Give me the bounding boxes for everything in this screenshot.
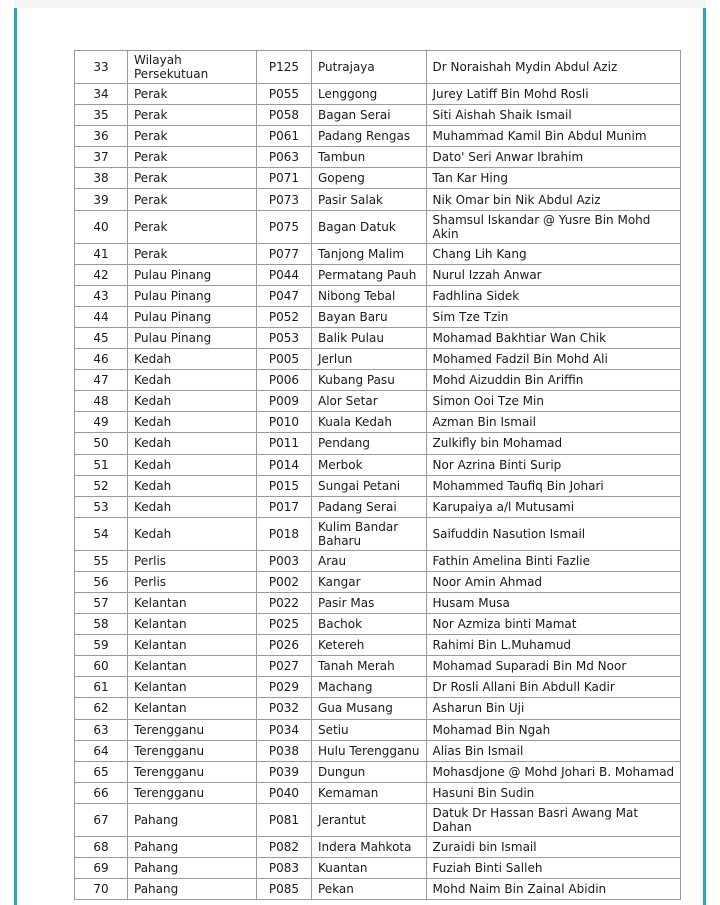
row-number-cell: 42 xyxy=(75,264,128,285)
constituency-name-cell: Dungun xyxy=(312,761,427,782)
constituency-code-cell: P015 xyxy=(257,475,312,496)
constituency-name-cell: Alor Setar xyxy=(312,391,427,412)
candidate-name-cell: Dato' Seri Anwar Ibrahim xyxy=(426,147,681,168)
table-row xyxy=(75,677,681,698)
state-cell: Kelantan xyxy=(128,656,257,677)
state-cell: Kedah xyxy=(128,391,257,412)
constituency-code-cell: P085 xyxy=(257,879,312,900)
table-row xyxy=(75,592,681,613)
state-cell: Pulau Pinang xyxy=(128,327,257,348)
candidate-name-cell: Karupaiya a/l Mutusami xyxy=(426,496,681,517)
constituency-code-cell: P055 xyxy=(257,84,312,105)
table-row xyxy=(75,614,681,635)
constituency-name-cell: Padang Serai xyxy=(312,496,427,517)
row-number-cell: 68 xyxy=(75,836,128,857)
candidate-name-cell: Sim Tze Tzin xyxy=(426,306,681,327)
constituency-name-cell: Bagan Serai xyxy=(312,105,427,126)
row-number-cell: 62 xyxy=(75,698,128,719)
constituency-name-cell: Balik Pulau xyxy=(312,327,427,348)
constituency-code-cell: P063 xyxy=(257,147,312,168)
table-row xyxy=(75,782,681,803)
constituency-code-cell: P044 xyxy=(257,264,312,285)
candidate-name-cell: Alias Bin Ismail xyxy=(426,740,681,761)
candidate-name-cell: Shamsul Iskandar @ Yusre Bin Mohd Akin xyxy=(426,210,681,243)
state-cell: Kedah xyxy=(128,517,257,550)
constituency-code-cell: P038 xyxy=(257,740,312,761)
table-row xyxy=(75,349,681,370)
constituency-code-cell: P047 xyxy=(257,285,312,306)
candidate-name-cell: Simon Ooi Tze Min xyxy=(426,391,681,412)
constituency-code-cell: P075 xyxy=(257,210,312,243)
candidate-name-cell: Mohamad Suparadi Bin Md Noor xyxy=(426,656,681,677)
table-row xyxy=(75,571,681,592)
constituency-name-cell: Tanjong Malim xyxy=(312,243,427,264)
constituency-name-cell: Sungai Petani xyxy=(312,475,427,496)
table-row xyxy=(75,879,681,900)
state-cell: Kelantan xyxy=(128,614,257,635)
table-row xyxy=(75,51,681,84)
constituency-code-cell: P034 xyxy=(257,719,312,740)
row-number-cell: 50 xyxy=(75,433,128,454)
row-number-cell: 69 xyxy=(75,858,128,879)
constituency-code-cell: P058 xyxy=(257,105,312,126)
row-number-cell: 44 xyxy=(75,306,128,327)
table-row xyxy=(75,370,681,391)
top-frame-strip xyxy=(14,0,706,8)
constituency-code-cell: P025 xyxy=(257,614,312,635)
constituency-name-cell: Gopeng xyxy=(312,168,427,189)
table-row xyxy=(75,719,681,740)
candidate-name-cell: Mohammed Taufiq Bin Johari xyxy=(426,475,681,496)
table-row xyxy=(75,306,681,327)
constituency-code-cell: P003 xyxy=(257,550,312,571)
state-cell: Terengganu xyxy=(128,761,257,782)
candidate-name-cell: Zuraidi bin Ismail xyxy=(426,836,681,857)
state-cell: Terengganu xyxy=(128,740,257,761)
state-cell: Terengganu xyxy=(128,782,257,803)
candidate-table-body xyxy=(75,51,681,900)
constituency-code-cell: P022 xyxy=(257,592,312,613)
candidate-name-cell: Fuziah Binti Salleh xyxy=(426,858,681,879)
table-row xyxy=(75,189,681,210)
constituency-name-cell: Merbok xyxy=(312,454,427,475)
table-row xyxy=(75,635,681,656)
constituency-name-cell: Padang Rengas xyxy=(312,126,427,147)
table-row xyxy=(75,740,681,761)
state-cell: Perak xyxy=(128,84,257,105)
candidate-name-cell: Nurul Izzah Anwar xyxy=(426,264,681,285)
constituency-name-cell: Arau xyxy=(312,550,427,571)
constituency-code-cell: P005 xyxy=(257,349,312,370)
constituency-name-cell: Tanah Merah xyxy=(312,656,427,677)
state-cell: Kedah xyxy=(128,433,257,454)
constituency-code-cell: P083 xyxy=(257,858,312,879)
state-cell: Kelantan xyxy=(128,698,257,719)
constituency-code-cell: P081 xyxy=(257,803,312,836)
row-number-cell: 59 xyxy=(75,635,128,656)
constituency-code-cell: P006 xyxy=(257,370,312,391)
candidate-name-cell: Azman Bin Ismail xyxy=(426,412,681,433)
row-number-cell: 66 xyxy=(75,782,128,803)
candidate-name-cell: Datuk Dr Hassan Basri Awang Mat Dahan xyxy=(426,803,681,836)
candidate-name-cell: Nor Azrina Binti Surip xyxy=(426,454,681,475)
row-number-cell: 34 xyxy=(75,84,128,105)
table-row xyxy=(75,803,681,836)
table-row xyxy=(75,698,681,719)
state-cell: Perak xyxy=(128,168,257,189)
constituency-name-cell: Jerlun xyxy=(312,349,427,370)
row-number-cell: 60 xyxy=(75,656,128,677)
constituency-code-cell: P014 xyxy=(257,454,312,475)
candidate-name-cell: Fathin Amelina Binti Fazlie xyxy=(426,550,681,571)
constituency-code-cell: P009 xyxy=(257,391,312,412)
constituency-code-cell: P125 xyxy=(257,51,312,84)
row-number-cell: 51 xyxy=(75,454,128,475)
table-row xyxy=(75,243,681,264)
constituency-name-cell: Kulim Bandar Baharu xyxy=(312,517,427,550)
constituency-name-cell: Putrajaya xyxy=(312,51,427,84)
constituency-name-cell: Kuantan xyxy=(312,858,427,879)
candidate-name-cell: Tan Kar Hing xyxy=(426,168,681,189)
constituency-name-cell: Tambun xyxy=(312,147,427,168)
row-number-cell: 43 xyxy=(75,285,128,306)
state-cell: Kelantan xyxy=(128,677,257,698)
state-cell: Perak xyxy=(128,126,257,147)
candidate-name-cell: Mohd Naim Bin Zainal Abidin xyxy=(426,879,681,900)
row-number-cell: 40 xyxy=(75,210,128,243)
constituency-code-cell: P077 xyxy=(257,243,312,264)
table-row xyxy=(75,836,681,857)
row-number-cell: 58 xyxy=(75,614,128,635)
candidate-name-cell: Muhammad Kamil Bin Abdul Munim xyxy=(426,126,681,147)
constituency-name-cell: Kemaman xyxy=(312,782,427,803)
constituency-code-cell: P017 xyxy=(257,496,312,517)
state-cell: Perak xyxy=(128,243,257,264)
state-cell: Kedah xyxy=(128,349,257,370)
state-cell: Perak xyxy=(128,105,257,126)
table-row xyxy=(75,210,681,243)
table-row xyxy=(75,327,681,348)
candidate-name-cell: Husam Musa xyxy=(426,592,681,613)
table-row xyxy=(75,391,681,412)
candidate-table xyxy=(74,50,681,900)
constituency-name-cell: Kuala Kedah xyxy=(312,412,427,433)
constituency-name-cell: Jerantut xyxy=(312,803,427,836)
table-row xyxy=(75,285,681,306)
row-number-cell: 64 xyxy=(75,740,128,761)
row-number-cell: 37 xyxy=(75,147,128,168)
candidate-name-cell: Dr Noraishah Mydin Abdul Aziz xyxy=(426,51,681,84)
constituency-name-cell: Setiu xyxy=(312,719,427,740)
table-row xyxy=(75,147,681,168)
candidate-name-cell: Nik Omar bin Nik Abdul Aziz xyxy=(426,189,681,210)
constituency-code-cell: P029 xyxy=(257,677,312,698)
row-number-cell: 70 xyxy=(75,879,128,900)
state-cell: Pahang xyxy=(128,803,257,836)
row-number-cell: 49 xyxy=(75,412,128,433)
row-number-cell: 45 xyxy=(75,327,128,348)
state-cell: Kelantan xyxy=(128,592,257,613)
constituency-name-cell: Kubang Pasu xyxy=(312,370,427,391)
constituency-name-cell: Nibong Tebal xyxy=(312,285,427,306)
candidate-name-cell: Siti Aishah Shaik Ismail xyxy=(426,105,681,126)
constituency-code-cell: P027 xyxy=(257,656,312,677)
left-frame-border xyxy=(0,0,17,905)
candidate-name-cell: Nor Azmiza binti Mamat xyxy=(426,614,681,635)
table-row xyxy=(75,168,681,189)
candidate-name-cell: Rahimi Bin L.Muhamud xyxy=(426,635,681,656)
row-number-cell: 61 xyxy=(75,677,128,698)
constituency-code-cell: P011 xyxy=(257,433,312,454)
row-number-cell: 54 xyxy=(75,517,128,550)
candidate-name-cell: Mohamed Fadzil Bin Mohd Ali xyxy=(426,349,681,370)
constituency-name-cell: Pasir Mas xyxy=(312,592,427,613)
row-number-cell: 55 xyxy=(75,550,128,571)
row-number-cell: 63 xyxy=(75,719,128,740)
table-row xyxy=(75,517,681,550)
constituency-code-cell: P002 xyxy=(257,571,312,592)
row-number-cell: 41 xyxy=(75,243,128,264)
constituency-code-cell: P082 xyxy=(257,836,312,857)
table-row xyxy=(75,264,681,285)
row-number-cell: 38 xyxy=(75,168,128,189)
constituency-code-cell: P026 xyxy=(257,635,312,656)
table-row xyxy=(75,433,681,454)
candidate-name-cell: Mohamad Bakhtiar Wan Chik xyxy=(426,327,681,348)
state-cell: Pulau Pinang xyxy=(128,306,257,327)
row-number-cell: 53 xyxy=(75,496,128,517)
constituency-name-cell: Kangar xyxy=(312,571,427,592)
constituency-name-cell: Pendang xyxy=(312,433,427,454)
state-cell: Kedah xyxy=(128,454,257,475)
row-number-cell: 56 xyxy=(75,571,128,592)
state-cell: Kedah xyxy=(128,496,257,517)
constituency-name-cell: Pekan xyxy=(312,879,427,900)
table-row xyxy=(75,475,681,496)
constituency-name-cell: Ketereh xyxy=(312,635,427,656)
row-number-cell: 33 xyxy=(75,51,128,84)
table-row xyxy=(75,761,681,782)
row-number-cell: 47 xyxy=(75,370,128,391)
table-row xyxy=(75,496,681,517)
candidate-name-cell: Mohd Aizuddin Bin Ariffin xyxy=(426,370,681,391)
state-cell: Pahang xyxy=(128,858,257,879)
constituency-name-cell: Bagan Datuk xyxy=(312,210,427,243)
constituency-code-cell: P039 xyxy=(257,761,312,782)
state-cell: Kedah xyxy=(128,475,257,496)
state-cell: Kelantan xyxy=(128,635,257,656)
constituency-name-cell: Bayan Baru xyxy=(312,306,427,327)
state-cell: Perak xyxy=(128,147,257,168)
candidate-name-cell: Saifuddin Nasution Ismail xyxy=(426,517,681,550)
table-row xyxy=(75,126,681,147)
candidate-name-cell: Asharun Bin Uji xyxy=(426,698,681,719)
state-cell: Perlis xyxy=(128,571,257,592)
table-row xyxy=(75,858,681,879)
table-row xyxy=(75,656,681,677)
table-row xyxy=(75,550,681,571)
state-cell: Perak xyxy=(128,210,257,243)
constituency-name-cell: Gua Musang xyxy=(312,698,427,719)
constituency-code-cell: P010 xyxy=(257,412,312,433)
row-number-cell: 35 xyxy=(75,105,128,126)
state-cell: Pulau Pinang xyxy=(128,285,257,306)
constituency-name-cell: Machang xyxy=(312,677,427,698)
candidate-name-cell: Zulkifly bin Mohamad xyxy=(426,433,681,454)
constituency-code-cell: P073 xyxy=(257,189,312,210)
table-row xyxy=(75,412,681,433)
state-cell: Terengganu xyxy=(128,719,257,740)
candidate-name-cell: Dr Rosli Allani Bin Abdull Kadir xyxy=(426,677,681,698)
constituency-name-cell: Pasir Salak xyxy=(312,189,427,210)
constituency-code-cell: P032 xyxy=(257,698,312,719)
table-row xyxy=(75,84,681,105)
candidate-name-cell: Noor Amin Ahmad xyxy=(426,571,681,592)
right-frame-border xyxy=(703,0,720,905)
row-number-cell: 46 xyxy=(75,349,128,370)
constituency-code-cell: P061 xyxy=(257,126,312,147)
constituency-name-cell: Indera Mahkota xyxy=(312,836,427,857)
constituency-code-cell: P018 xyxy=(257,517,312,550)
constituency-name-cell: Hulu Terengganu xyxy=(312,740,427,761)
candidate-name-cell: Jurey Latiff Bin Mohd Rosli xyxy=(426,84,681,105)
constituency-name-cell: Bachok xyxy=(312,614,427,635)
row-number-cell: 48 xyxy=(75,391,128,412)
row-number-cell: 57 xyxy=(75,592,128,613)
constituency-code-cell: P040 xyxy=(257,782,312,803)
candidate-name-cell: Fadhlina Sidek xyxy=(426,285,681,306)
state-cell: Perlis xyxy=(128,550,257,571)
table-row xyxy=(75,454,681,475)
state-cell: Pahang xyxy=(128,836,257,857)
constituency-name-cell: Permatang Pauh xyxy=(312,264,427,285)
constituency-code-cell: P052 xyxy=(257,306,312,327)
row-number-cell: 52 xyxy=(75,475,128,496)
state-cell: Perak xyxy=(128,189,257,210)
state-cell: Kedah xyxy=(128,370,257,391)
row-number-cell: 65 xyxy=(75,761,128,782)
state-cell: Pahang xyxy=(128,879,257,900)
row-number-cell: 39 xyxy=(75,189,128,210)
candidate-name-cell: Mohamad Bin Ngah xyxy=(426,719,681,740)
state-cell: Pulau Pinang xyxy=(128,264,257,285)
candidate-name-cell: Hasuni Bin Sudin xyxy=(426,782,681,803)
row-number-cell: 36 xyxy=(75,126,128,147)
constituency-code-cell: P053 xyxy=(257,327,312,348)
candidate-name-cell: Chang Lih Kang xyxy=(426,243,681,264)
row-number-cell: 67 xyxy=(75,803,128,836)
candidate-name-cell: Mohasdjone @ Mohd Johari B. Mohamad xyxy=(426,761,681,782)
table-row xyxy=(75,105,681,126)
state-cell: Kedah xyxy=(128,412,257,433)
constituency-code-cell: P071 xyxy=(257,168,312,189)
constituency-name-cell: Lenggong xyxy=(312,84,427,105)
state-cell: Wilayah Persekutuan xyxy=(128,51,257,84)
